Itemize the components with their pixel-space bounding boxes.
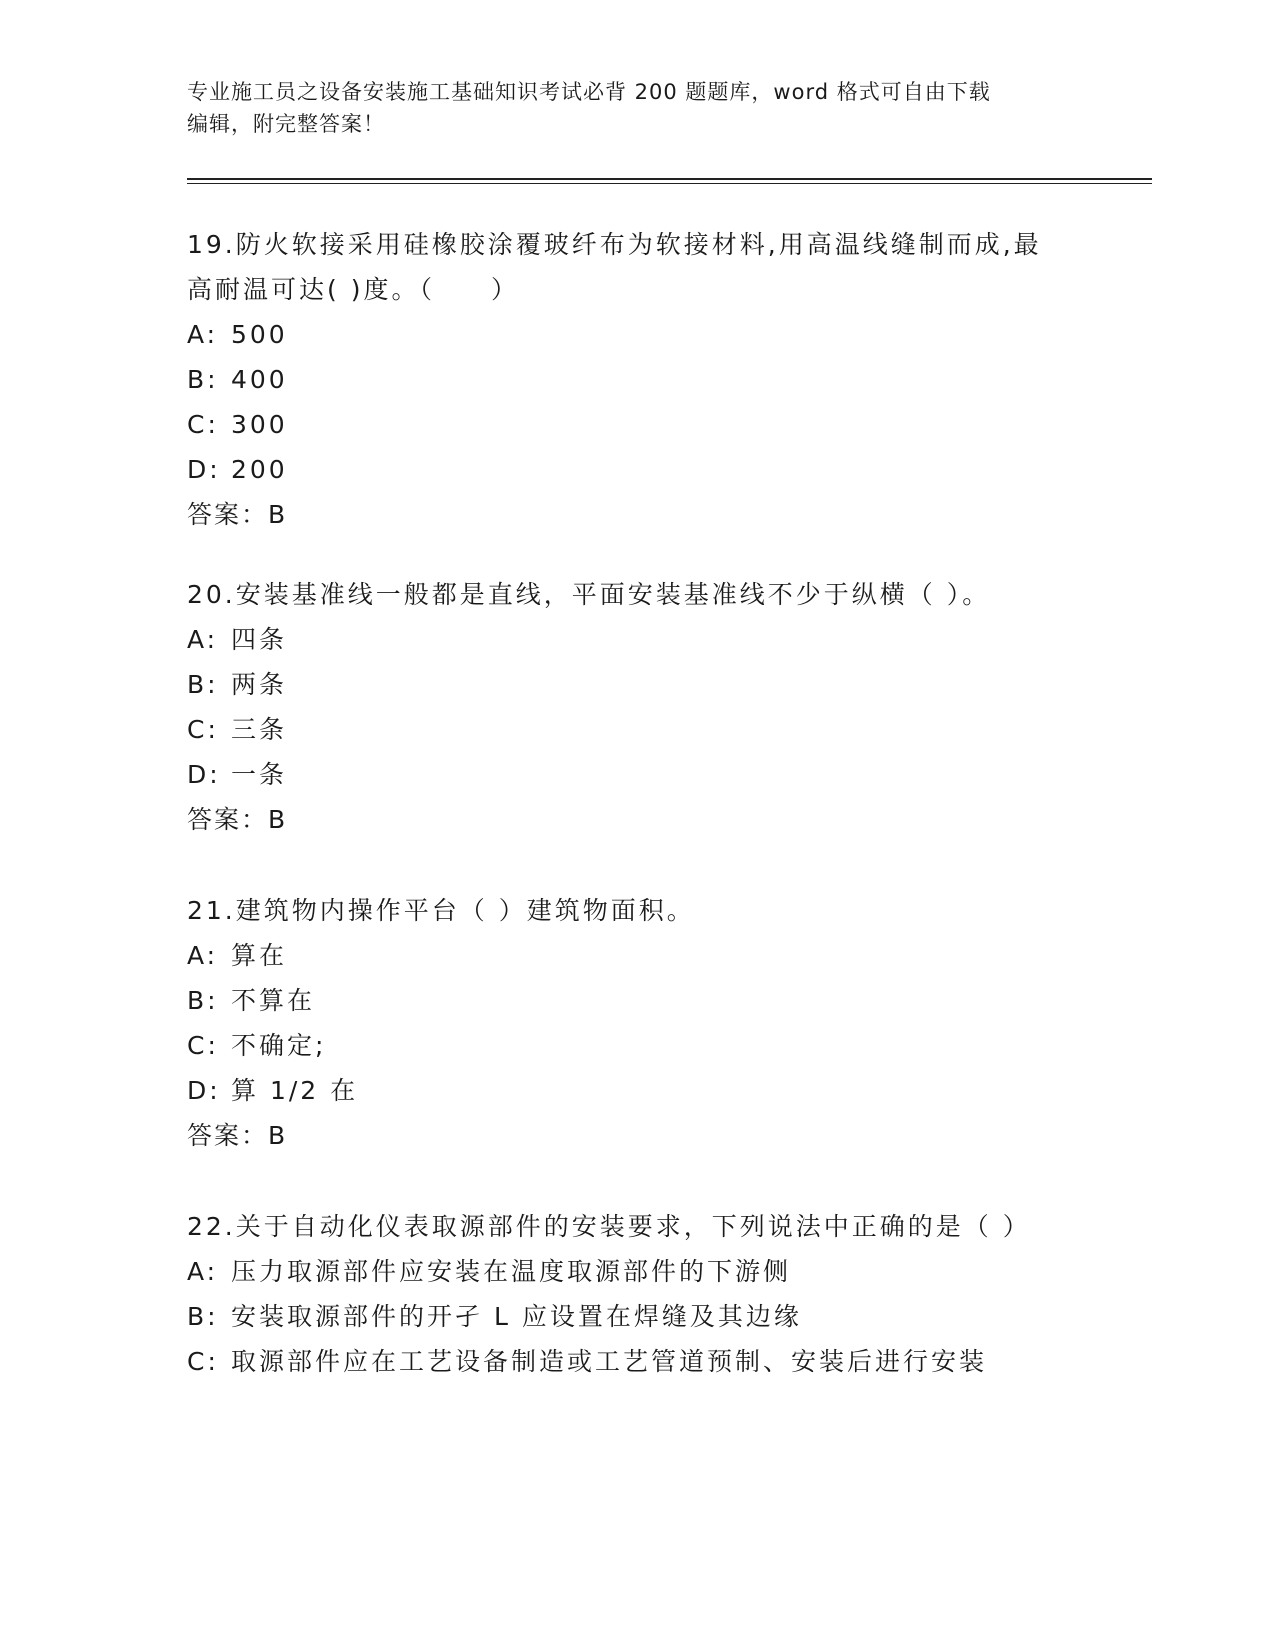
option-text: 四条 [231, 625, 288, 654]
option-text: 算 1/2 在 [231, 1076, 359, 1105]
option-d [187, 752, 1087, 797]
option-label: A: [187, 625, 219, 654]
question-20 [187, 572, 1087, 842]
question-text-line: 20.安装基准线一般都是直线，平面安装基准线不少于纵横（ ）。 [187, 580, 991, 609]
option-text: 不算在 [231, 986, 316, 1015]
option-text: 取源部件应在工艺设备制造或工艺管道预制、安装后进行安装 [231, 1347, 988, 1376]
document-header [187, 76, 1067, 140]
option-label: C: [187, 715, 219, 744]
question-text-line: 高耐温可达( )度。（ ） [187, 275, 519, 304]
option-label: B: [187, 1302, 219, 1331]
question-19 [187, 222, 1087, 537]
option-text: 200 [231, 455, 288, 484]
answer: 答案：B [187, 1121, 288, 1150]
option-label: A: [187, 320, 219, 349]
option-text: 一条 [231, 760, 288, 789]
question-22 [187, 1204, 1087, 1384]
option-text: 400 [231, 365, 288, 394]
question-text-line: 19.防火软接采用硅橡胶涂覆玻纤布为软接材料,用高温线缝制而成,最 [187, 230, 1042, 259]
option-label: B: [187, 670, 219, 699]
option-text: 不确定; [231, 1031, 327, 1060]
option-b [187, 662, 1087, 707]
option-label: A: [187, 1257, 219, 1286]
option-text: 两条 [231, 670, 288, 699]
option-label: D: [187, 455, 221, 484]
option-text: 安装取源部件的开孑 L 应设置在焊缝及其边缘 [231, 1302, 802, 1331]
option-a [187, 617, 1087, 662]
header-line-2: 编辑，附完整答案！ [187, 112, 385, 136]
option-text: 300 [231, 410, 288, 439]
option-b [187, 357, 1087, 402]
answer: 答案：B [187, 500, 288, 529]
option-a [187, 933, 1087, 978]
option-label: D: [187, 760, 221, 789]
option-text: 500 [231, 320, 288, 349]
question-21 [187, 888, 1087, 1158]
option-label: C: [187, 1347, 219, 1376]
option-label: B: [187, 986, 219, 1015]
option-label: C: [187, 410, 219, 439]
option-a [187, 312, 1087, 357]
option-d [187, 1068, 1087, 1113]
option-label: B: [187, 365, 219, 394]
header-divider-thin [187, 183, 1152, 184]
option-text: 算在 [231, 941, 288, 970]
option-text: 三条 [231, 715, 288, 744]
option-label: A: [187, 941, 219, 970]
header-line-1: 专业施工员之设备安装施工基础知识考试必背 200 题题库，word 格式可自由下载 [187, 80, 991, 104]
option-a [187, 1249, 1087, 1294]
question-text-line: 22.关于自动化仪表取源部件的安装要求，下列说法中正确的是（ ） [187, 1212, 1031, 1241]
option-b [187, 1294, 1087, 1339]
option-b [187, 978, 1087, 1023]
option-d [187, 447, 1087, 492]
answer: 答案：B [187, 805, 288, 834]
question-text-line: 21.建筑物内操作平台（ ）建筑物面积。 [187, 896, 695, 925]
option-label: C: [187, 1031, 219, 1060]
option-label: D: [187, 1076, 221, 1105]
option-c [187, 707, 1087, 752]
header-divider-thick [187, 178, 1152, 180]
option-c [187, 1339, 1087, 1384]
option-text: 压力取源部件应安装在温度取源部件的下游侧 [231, 1257, 792, 1286]
option-c [187, 402, 1087, 447]
option-c [187, 1023, 1087, 1068]
